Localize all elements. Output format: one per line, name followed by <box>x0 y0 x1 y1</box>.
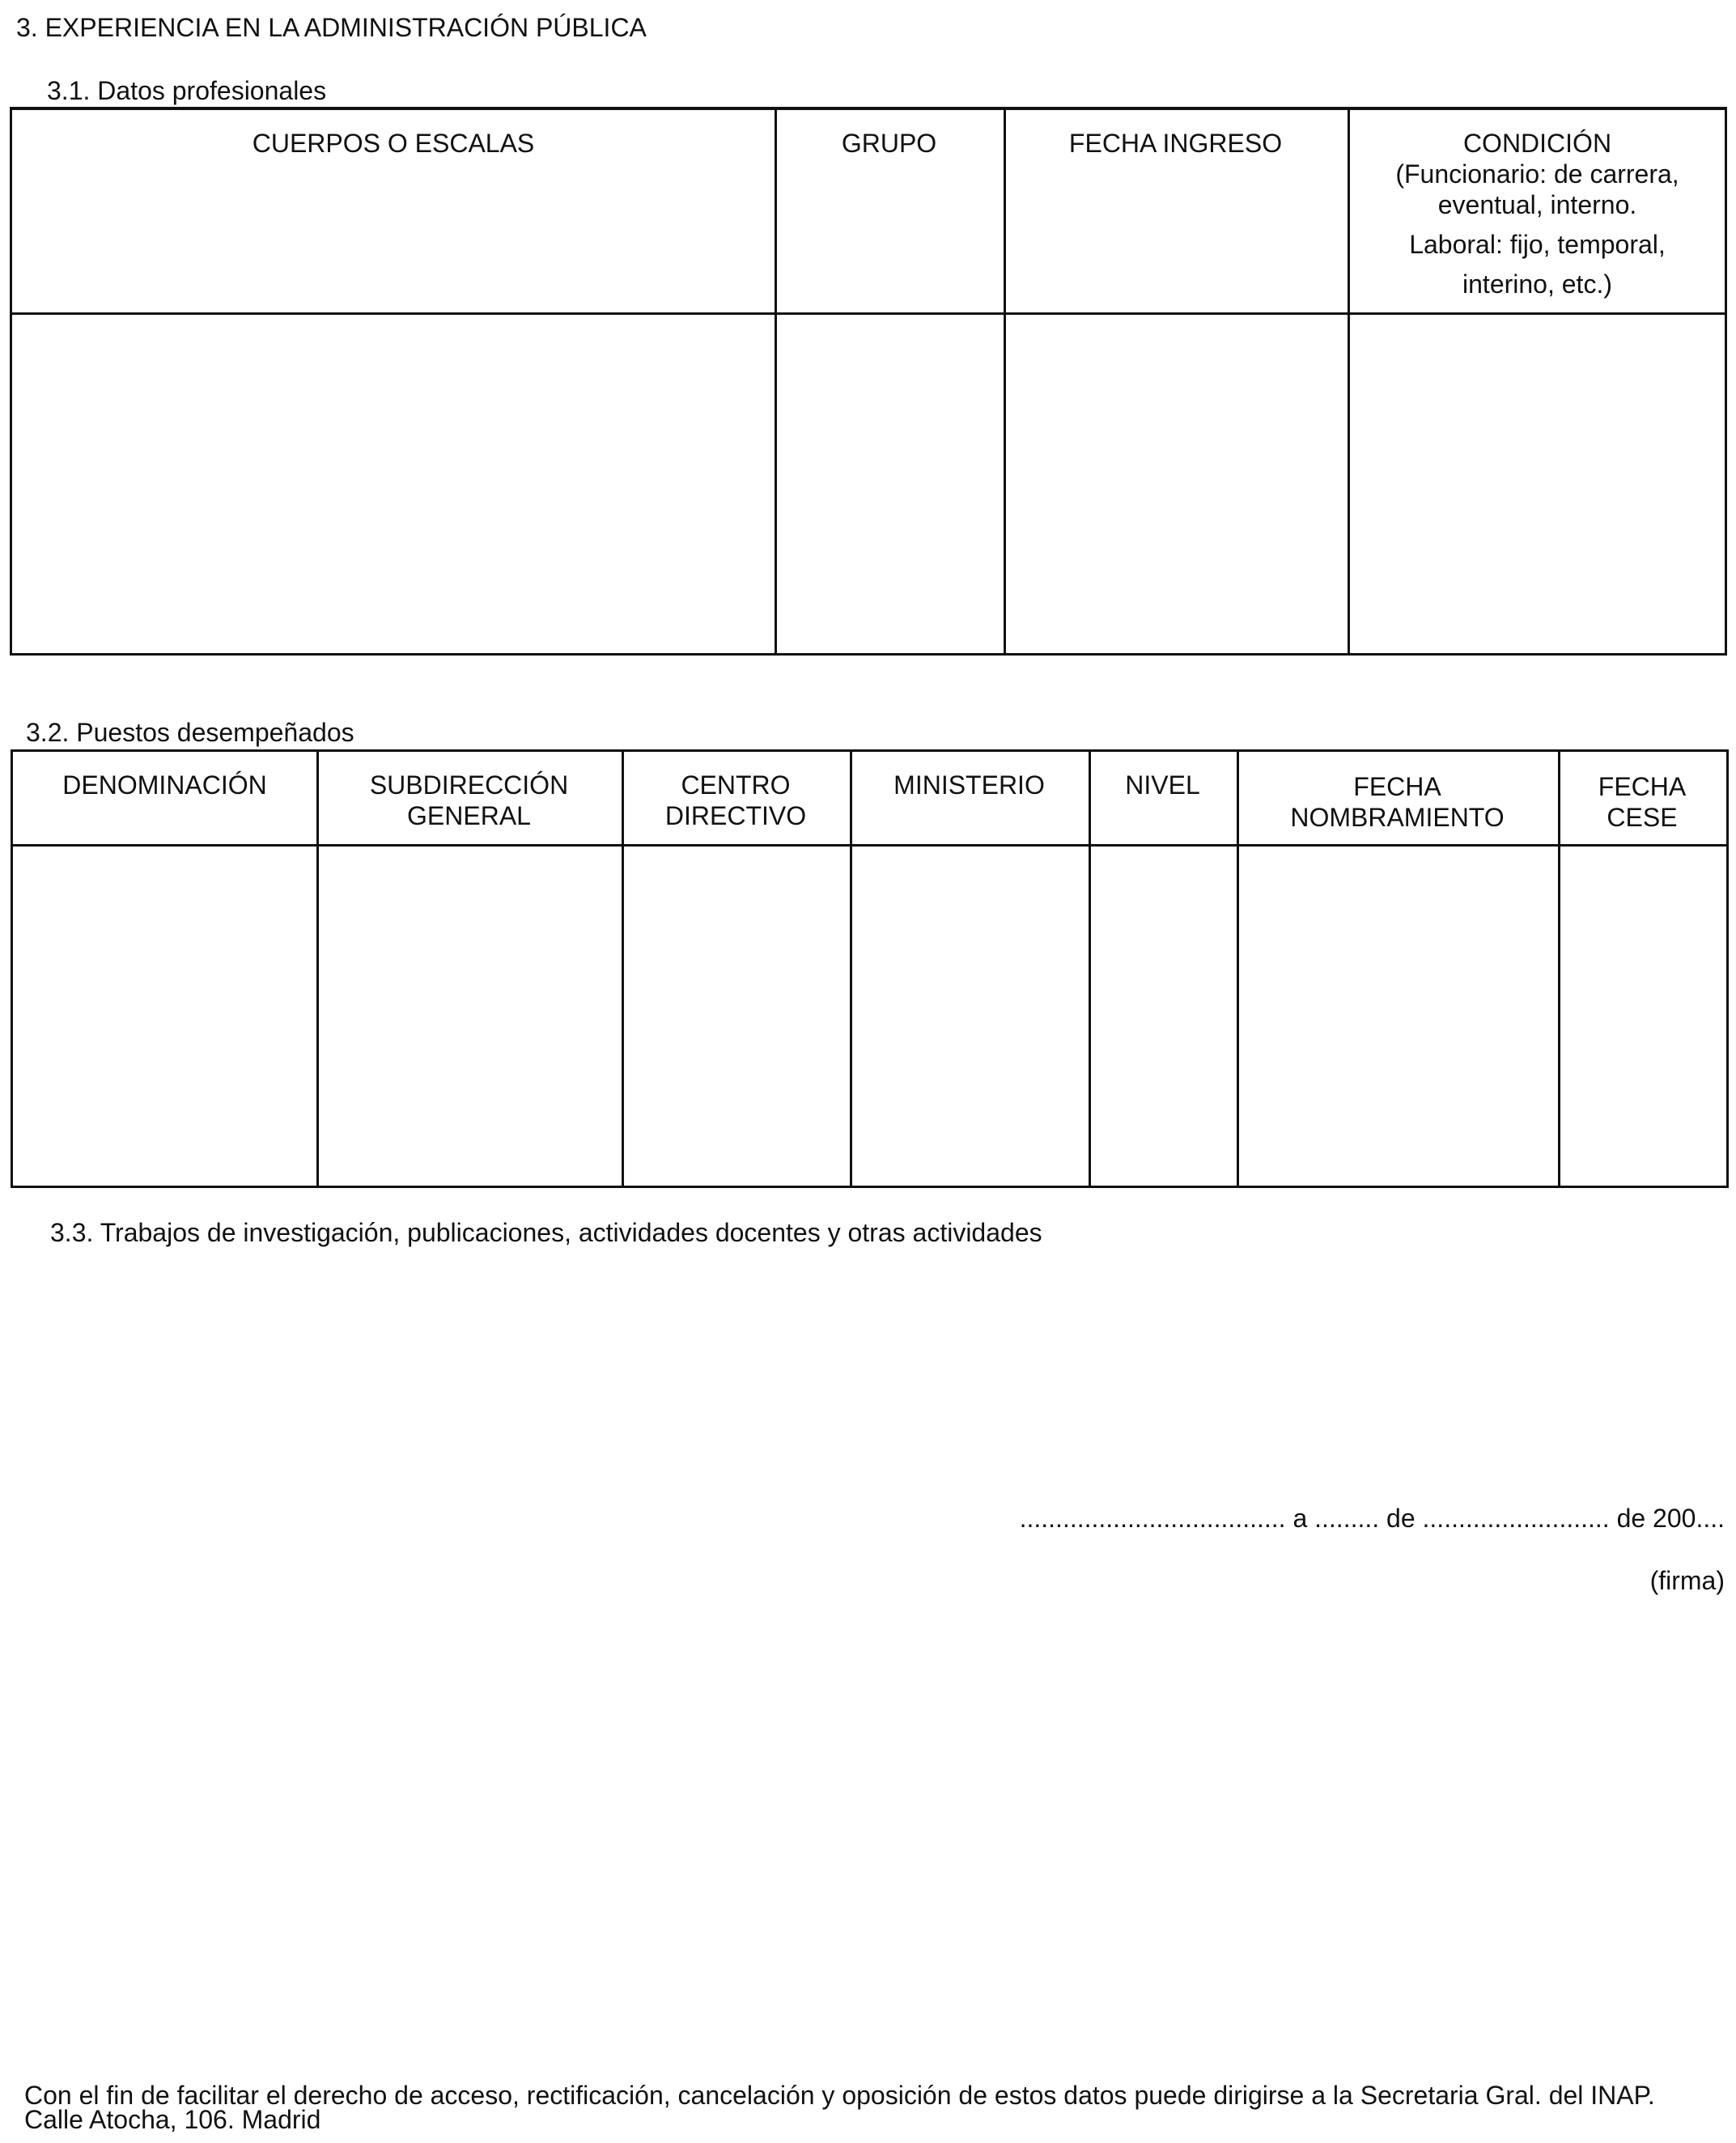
col-nivel: NIVEL <box>1125 770 1200 800</box>
denominacion-input-cell[interactable] <box>13 847 316 1186</box>
fecha-ingreso-input-cell[interactable] <box>1006 315 1348 653</box>
nombramiento-label: NOMBRAMIENTO <box>1290 803 1505 832</box>
nombramiento-label: FECHA <box>1353 772 1441 801</box>
centro-input-cell[interactable] <box>624 847 850 1186</box>
trabajos-input-area[interactable] <box>50 1262 1725 1473</box>
nombramiento-input-cell[interactable] <box>1239 847 1558 1186</box>
puestos-table <box>11 749 1729 1188</box>
footer-line2: Calle Atocha, 106. Madrid <box>24 2105 321 2134</box>
centro-label: CENTRO <box>681 770 791 800</box>
puestos-title: 3.2. Puestos desempeñados <box>26 718 354 747</box>
footer-line1: Con el fin de facilitar el derecho de acceso, rectificación, cancelación y oposición de estos datos puede dirigirse a la Secretaria Gral. del INAP. <box>24 2081 1655 2110</box>
condicion-heading: CONDICIÓN <box>1462 129 1612 158</box>
subdireccion-input-cell[interactable] <box>319 847 622 1186</box>
section-title: 3. EXPERIENCIA EN LA ADMINISTRACIÓN PÚBLICA <box>16 13 647 42</box>
nivel-input-cell[interactable] <box>1091 847 1237 1186</box>
cese-label: CESE <box>1607 803 1678 832</box>
col-condicion <box>1348 128 1727 299</box>
centro-label: DIRECTIVO <box>664 801 807 830</box>
col-grupo: GRUPO <box>841 129 937 158</box>
cese-label: FECHA <box>1598 772 1687 801</box>
col-subdireccion <box>316 770 622 831</box>
grupo-input-cell[interactable] <box>777 315 1004 653</box>
date-line[interactable]: ..................................... a ......... de .......................... de 200.... <box>1019 1504 1725 1533</box>
subdireccion-label: GENERAL <box>407 801 531 830</box>
datos-profesionales-title: 3.1. Datos profesionales <box>47 76 327 105</box>
trabajos-title: 3.3. Trabajos de investigación, publicaciones, actividades docentes y otras actividades <box>50 1218 1042 1247</box>
cese-input-cell[interactable] <box>1560 847 1726 1186</box>
condicion-input-cell[interactable] <box>1350 315 1727 653</box>
condicion-note: eventual, interno. <box>1437 190 1637 219</box>
condicion-note: Laboral: fijo, temporal, <box>1409 230 1666 259</box>
col-ministerio: MINISTERIO <box>893 770 1045 800</box>
col-cuerpos-escalas: CUERPOS O ESCALAS <box>252 129 535 158</box>
col-fecha-nombramiento <box>1237 771 1558 833</box>
col-fecha-ingreso: FECHA INGRESO <box>1068 129 1283 158</box>
col-fecha-cese <box>1558 771 1726 833</box>
subdireccion-label: SUBDIRECCIÓN <box>369 770 569 800</box>
cuerpos-input-cell[interactable] <box>12 315 775 653</box>
signature-area[interactable] <box>971 1610 1724 1853</box>
condicion-note: interino, etc.) <box>1462 269 1612 299</box>
condicion-note: (Funcionario: de carrera, <box>1395 159 1679 189</box>
ministerio-input-cell[interactable] <box>852 847 1089 1186</box>
datos-profesionales-table <box>10 108 1727 656</box>
col-centro-directivo <box>622 770 850 831</box>
col-denominacion: DENOMINACIÓN <box>62 770 267 800</box>
signature-label: (firma) <box>1649 1566 1725 1595</box>
